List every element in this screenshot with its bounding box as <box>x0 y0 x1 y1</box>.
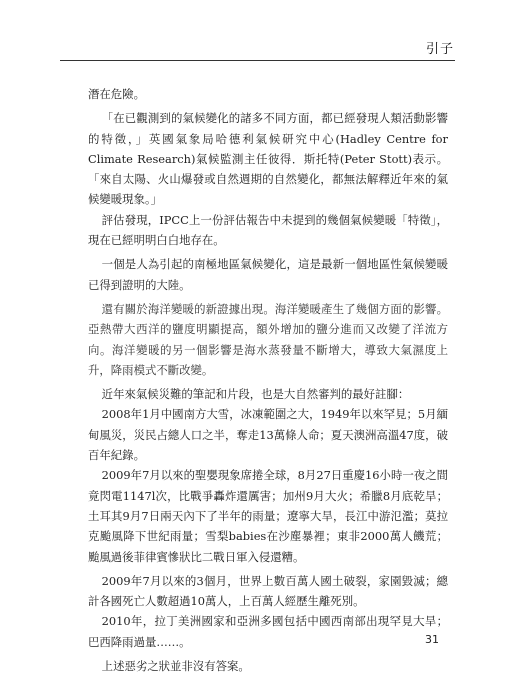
body-text <box>88 84 448 676</box>
paragraph: 2009年7月以來的聖嬰現象席捲全球，8月27日重慶16小時一夜之間竟閃電1147l次，比戰爭轟炸還厲害；加州9月大火；希臘8月底乾旱；土耳其9月7日兩天內下了半年的雨量；遼寧大旱，長江中游氾濫；莫拉克颱風降下世紀雨量；雪梨babies在沙塵暴裡；東非2000萬人饑荒；颱風過後菲律賓慘狀比二戰日軍入侵還糟。 <box>88 468 448 564</box>
paragraph: 一個是人為引起的南極地區氣候變化，這是最新一個地區性氣候變暖已得到證明的大陸。 <box>88 257 448 292</box>
header-rule <box>60 60 455 61</box>
running-head-title: 引子 <box>425 42 454 57</box>
paragraph: 2009年7月以來的3個月，世界上數百萬人國土破裂，家園毀滅；總計各國死亡人數超過10萬人，上百萬人經歷生離死別。 <box>88 573 448 609</box>
paragraph: 還有關於海洋變暖的新證據出現。海洋變暖產生了幾個方面的影響。亞熱帶大西洋的鹽度明顯提高，額外增加的鹽分進而又改變了洋流方向。海洋變暖的另一個影響是海水蒸發量不斷增大，導致大氣濕度上升，降雨模式不斷改變。 <box>88 301 448 377</box>
paragraph: 2008年1月中國南方大雪，冰凍範圍之大，1949年以來罕見；5月緬甸風災，災民占總人口之半，奪走13萬條人命；夏天澳洲高溫47度，破百年紀錄。 <box>88 407 448 463</box>
paragraph: 2010年，拉丁美洲國家和亞洲多國包括中國西南部出現罕見大旱；巴西降雨過量……。 <box>88 614 448 649</box>
quote-paragraph: 「在已觀測到的氣候變化的諸多不同方面，都已經發現人類活動影響的特徵，」英國氣象局哈德利氣候研究中心(Hadley Centre for Climate Research)氣候監測主任彼得．斯托特(Peter Stott)表示。「來自太陽、火山爆發或自然週期的自然變化，都無法解釋近年來的氣候變暖現象。」 <box>88 111 448 207</box>
paragraph: 近年來氣候災難的筆記和片段，也是大自然審判的最好註腳： <box>101 387 410 402</box>
paragraph: 評估發現，IPCC上一份評估報告中未提到的幾個氣候變暖「特徵」，現在已經明明白白地存在。 <box>88 212 448 248</box>
page-number: 31 <box>425 633 439 646</box>
paragraph: 潛在危險。 <box>88 87 145 101</box>
paragraph: 上述惡劣之狀並非沒有答案。 <box>101 659 250 674</box>
